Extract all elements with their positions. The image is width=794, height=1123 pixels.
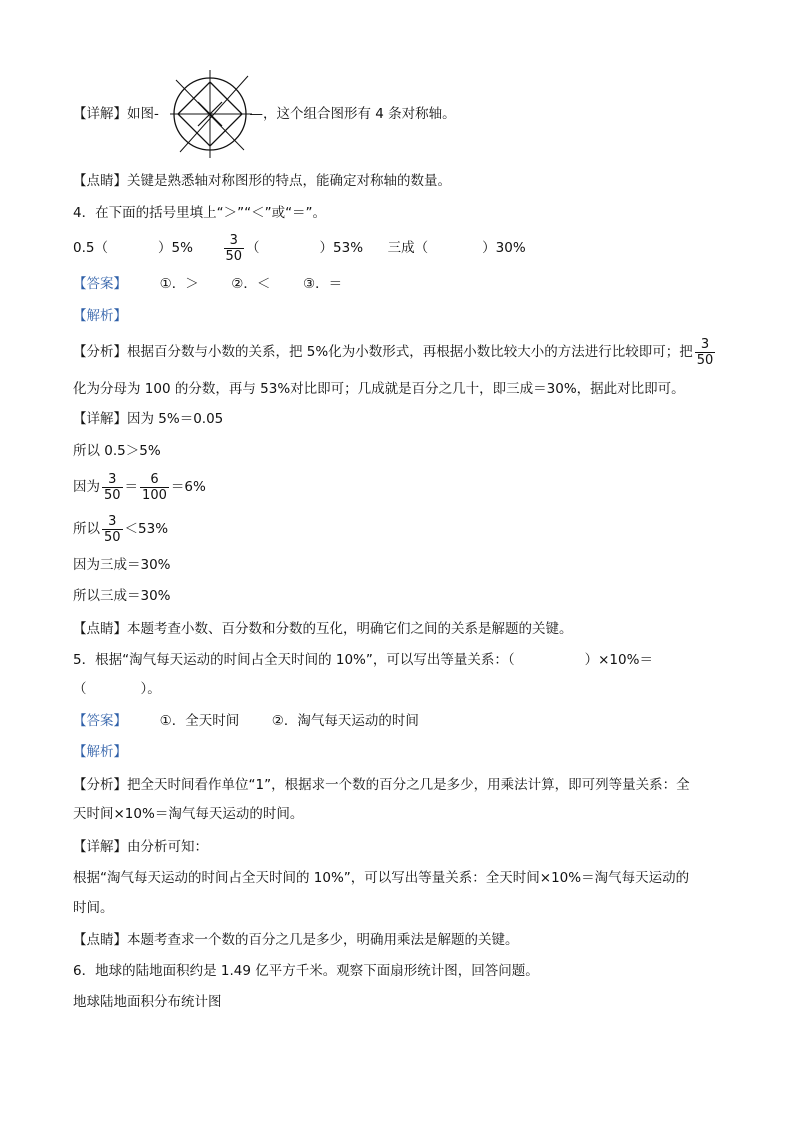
answer-4-3: ③．＝ (303, 276, 343, 292)
answer-4-2: ②．＜ (231, 276, 271, 292)
q4-item-a-right: ）5% (157, 240, 193, 256)
question-5 (73, 650, 653, 670)
detail-text: —，这个组合图形有 4 条对称轴。 (249, 106, 456, 122)
question-4: 4．在下面的括号里填上“＞”“＜”或“＝”。 (73, 205, 327, 221)
q4-item-b-left: （ (246, 240, 260, 256)
detail-4-line-2: 所以 0.5＞5% (73, 443, 161, 459)
question-5-line-2 (73, 679, 161, 699)
answer-4 (73, 274, 342, 294)
question-6: 6．地球的陆地面积约是 1.49 亿平方千米。观察下面扇形统计图，回答问题。 (73, 963, 539, 979)
fraction-6-100: $\frac{6}{100}$ (142, 471, 167, 503)
q4-item-a-left: 0.5（ (73, 240, 108, 256)
answer-5-2: ②．淘气每天运动的时间 (271, 713, 419, 729)
detail-5-line-2: 根据“淘气每天运动的时间占全天时间的 10%”，可以写出等量关系：全天时间×10%＝淘气每天运动的 (73, 870, 690, 886)
analysis-5-line-2: 天时间×10%＝淘气每天运动的时间。 (73, 806, 304, 822)
detail-text: 所以 (73, 521, 100, 537)
analysis-4-line-1 (73, 332, 717, 372)
analysis-4-text: 【分析】根据百分数与小数的关系，把 5%化为小数形式，再根据小数比较大小的方法进行比较即可；把 (73, 344, 693, 360)
detail-5-line-3: 时间。 (73, 900, 114, 916)
fraction-3-50: $\frac{3}{50}$ (104, 513, 121, 545)
detail-4-line-3 (73, 467, 206, 507)
analysis-label-1: 【解析】 (73, 308, 127, 324)
detail-line-1 (73, 104, 456, 124)
answer-4-1: ①．＞ (159, 276, 199, 292)
comment-line-1: 【点睛】关键是熟悉轴对称图形的特点，能确定对称轴的数量。 (73, 173, 451, 189)
analysis-4-line-2: 化为分母为 100 的分数，再与 53%对比即可；几成就是百分之几十，即三成＝30%，据此对比即可。 (73, 381, 685, 397)
comment-line-2: 【点睛】本题考查小数、百分数和分数的互化，明确它们之间的关系是解题的关键。 (73, 621, 573, 637)
answer-label: 【答案】 (73, 276, 127, 292)
detail-4-line-1: 【详解】因为 5%＝0.05 (73, 411, 224, 427)
answer-5 (73, 711, 419, 731)
q4-item-c-right: ）30% (482, 240, 526, 256)
q4-item-b-right: ）53% (319, 240, 364, 256)
detail-4-line-5: 因为三成＝30% (73, 557, 171, 573)
q5-text-4: ）。 (140, 681, 161, 697)
question-4-items (73, 228, 526, 268)
detail-text: 因为 (73, 479, 100, 495)
answer-5-1: ①．全天时间 (159, 713, 240, 729)
equals-sign: ＝ (124, 479, 139, 495)
detail-label: 【详解】如图- (73, 106, 159, 122)
detail-4-line-4 (73, 509, 168, 549)
q4-item-c-left: 三成（ (387, 240, 429, 256)
analysis-label-2: 【解析】 (73, 744, 127, 760)
detail-4-line-6: 所以三成＝30% (73, 588, 171, 604)
chart-title: 地球陆地面积分布统计图 (73, 994, 222, 1010)
analysis-5-line-1: 【分析】把全天时间看作单位“1”，根据求一个数的百分之几是多少，用乘法计算，即可列等量关系：全 (73, 777, 690, 793)
detail-text: ＝6% (170, 479, 206, 495)
fraction-3-50: $\frac{3}{50}$ (104, 471, 121, 503)
q5-text-2: ）×10%＝ (584, 652, 653, 668)
comment-line-3: 【点睛】本题考查求一个数的百分之几是多少，明确用乘法是解题的关键。 (73, 932, 519, 948)
answer-label: 【答案】 (73, 713, 127, 729)
detail-text: ＜53% (124, 521, 169, 537)
fraction-3-50: $\frac{3}{50}$ (225, 232, 243, 264)
detail-5-line-1: 【详解】由分析可知： (73, 839, 208, 855)
fraction-3-50: $\frac{3}{50}$ (696, 336, 714, 368)
q5-text-3: （ (73, 681, 87, 697)
q5-text: 5．根据“淘气每天运动的时间占全天时间的 10%”，可以写出等量关系：（ (73, 652, 515, 668)
